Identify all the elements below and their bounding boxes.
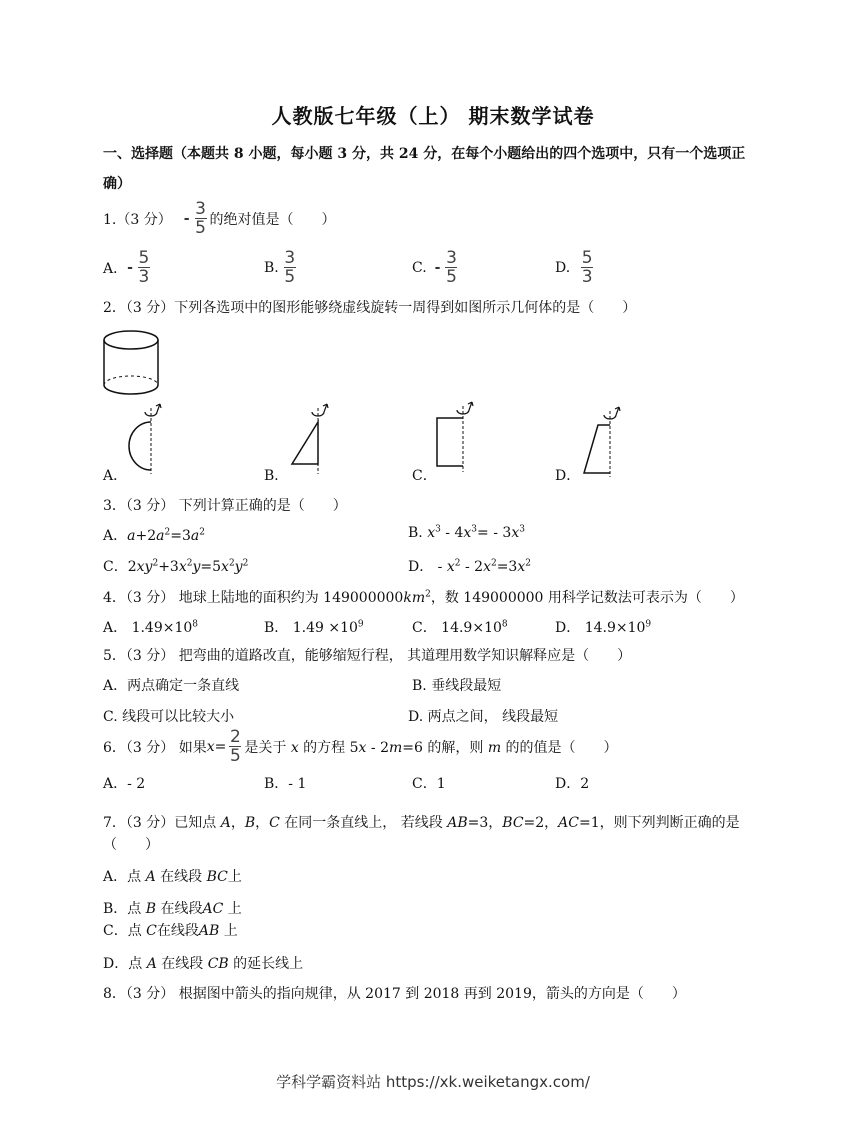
question-7: 7．（3 分）已知点 A，B，C 在同一条直线上， 若线段 AB=3，BC=2，AC=1，则下列判断正确的是	[103, 815, 740, 831]
option-b-triangle-figure	[282, 402, 337, 477]
question-8: 8．（3 分） 根据图中箭头的指向规律，从 2017 到 2018 再到 2019，箭头的方向是（ ）	[103, 986, 686, 1002]
section-heading: 一、选择题（本题共 8 小题，每小题 3 分，共 24 分，在每个小题给出的四个选项中，只有一个选项正	[103, 146, 746, 162]
q7-option-b: B．点 B 在线段AC 上	[103, 901, 242, 917]
fraction: $\frac{3}{5}$	[195, 199, 206, 238]
q4-option-b: B． $1.49 \times 10^9$	[264, 619, 364, 636]
question-7-cont: （ ）	[103, 837, 159, 853]
question-5: 5．（3 分） 把弯曲的道路改直，能够缩短行程， 其道理用数学知识解释应是（ ）	[103, 648, 632, 664]
q6-option-d: D．2	[555, 776, 590, 792]
question-6: 6．（3 分） 如果 x = $\frac{2}{5}$ 是关于 x 的方程 5x - 2m=6 的解，则 m 的 的值是（ ）	[103, 727, 618, 766]
q7-option-c: C．点 C在线段AB 上	[103, 923, 238, 939]
q3-option-b: B. $x^3 - 4x^3= - 3x^3$	[408, 524, 525, 541]
q5-option-d: D. 两点之间， 线段最短	[408, 709, 559, 725]
q2-option-d-label: D．	[555, 468, 581, 484]
question-3: 3．（3 分） 下列计算正确的是（ ）	[103, 498, 347, 514]
section-heading-cont: 确）	[103, 176, 131, 192]
cylinder-figure	[100, 328, 164, 398]
question-2: 2．（3 分）下列各选项中的图形能够绕虚线旋转一周得到如图所示几何体的是（ ）	[103, 300, 637, 316]
q5-option-a: A．两点确定一条直线	[103, 678, 240, 694]
q1-suffix: 的绝对值是（ ）	[209, 211, 336, 228]
q3-option-d: D． - $x^2 - 2x^2=3x^2$	[408, 558, 531, 575]
q6-option-b: B．- 1	[264, 776, 307, 792]
q1-option-b: B. $\frac{3}{5}$	[264, 248, 296, 287]
q3-option-a: A．$a+2a^2=3a^2$	[103, 527, 205, 544]
q3-option-c: C．$2xy^2+3x^2y=5x^2y^2$	[103, 558, 249, 575]
q1-option-d: D. $\frac{5}{3}$	[555, 248, 593, 287]
q2-option-b-label: B．	[264, 468, 289, 484]
question-4: 4．（3 分） 地球上陆地的面积约为 $149000000km^2$，数 149000000 用科学记数法可表示为（ ）	[103, 589, 744, 606]
q4-option-a: A． $1.49\times 10^8$	[103, 619, 199, 636]
q4-option-d: D． $14.9\times 10^9$	[555, 619, 652, 636]
option-d-trapezoid-figure	[572, 405, 627, 480]
q5-option-b: B. 垂线段最短	[412, 678, 502, 694]
q4-option-c: C． $14.9\times 10^8$	[412, 619, 508, 636]
q2-option-c-label: C．	[412, 468, 437, 484]
q7-option-d: D．点 A 在线段 CB 的延长线上	[103, 956, 304, 972]
q1-prefix: 1.（3 分）	[103, 211, 172, 228]
q1-option-a: A． - $\frac{5}{3}$	[103, 248, 150, 287]
q1-option-c: C. - $\frac{3}{5}$	[412, 248, 457, 287]
footer-watermark: 学科学霸资料站 https://xk.weiketangx.com/	[276, 1073, 590, 1091]
minus-sign: -	[183, 210, 190, 227]
option-c-rectangle-figure	[430, 400, 485, 475]
question-1	[103, 200, 336, 237]
q6-option-a: A．- 2	[103, 776, 146, 792]
q5-option-c: C. 线段可以比较大小	[103, 709, 235, 725]
page-title: 人教版七年级（上） 期末数学试卷	[271, 104, 595, 128]
q6-option-c: C．1	[412, 776, 446, 792]
q7-option-a: A．点 A 在线段 BC上	[103, 869, 242, 885]
q2-option-a-label: A．	[103, 468, 128, 484]
